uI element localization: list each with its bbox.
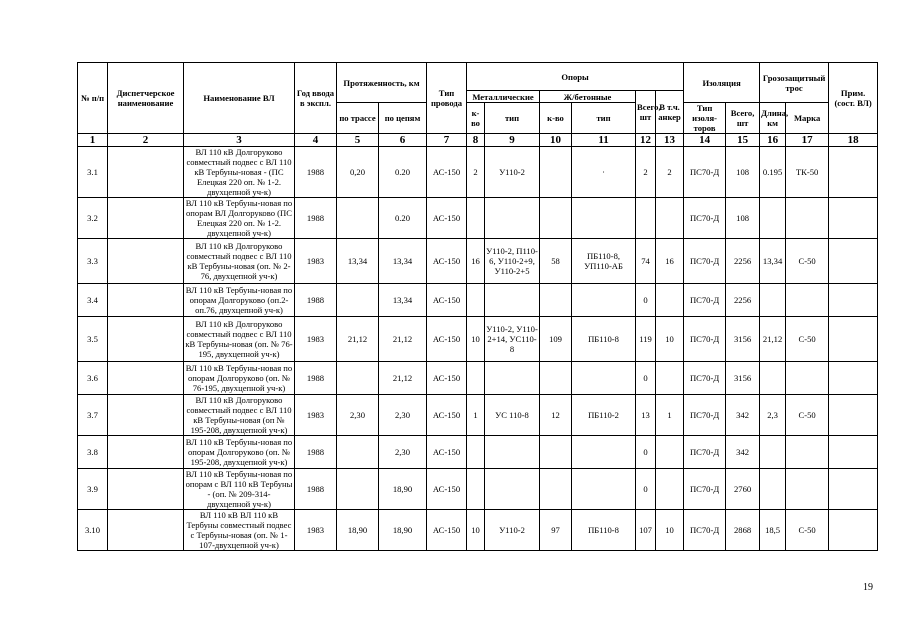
table-row [78, 436, 878, 469]
cell-note [829, 436, 878, 469]
cell-metal-support-qty: 10 [467, 510, 485, 551]
cell-metal-support-type [485, 284, 540, 317]
cell-row-number: 3.5 [78, 317, 108, 362]
cell-length-circuit: 0.20 [379, 147, 427, 198]
cell-cable-length: 21,12 [760, 317, 786, 362]
cell-wire-type: АС-150 [427, 147, 467, 198]
cell-note [829, 239, 878, 284]
cell-note [829, 362, 878, 395]
cell-metal-support-qty [467, 469, 485, 510]
cell-metal-support-type: У110-2, У110-2+14, УС110-8 [485, 317, 540, 362]
cell-insulator-total: 2256 [726, 284, 760, 317]
cell-length-circuit: 2,30 [379, 395, 427, 436]
cell-note [829, 198, 878, 239]
cell-commission-year: 1988 [295, 469, 337, 510]
table-row [78, 317, 878, 362]
cell-length-route [337, 436, 379, 469]
header-length-circuit: по цепям [379, 103, 427, 134]
cell-anchor-supports [656, 284, 684, 317]
cell-cable-brand [786, 284, 829, 317]
cell-dispatch-name [108, 198, 184, 239]
cell-supports-total: 2 [636, 147, 656, 198]
cell-cable-brand [786, 469, 829, 510]
cell-commission-year: 1983 [295, 395, 337, 436]
cell-dispatch-name [108, 395, 184, 436]
cell-metal-support-qty: 16 [467, 239, 485, 284]
cell-metal-support-qty: 1 [467, 395, 485, 436]
cell-metal-support-qty: 10 [467, 317, 485, 362]
cell-metal-support-type: У110-2 [485, 510, 540, 551]
cell-cable-brand: С-50 [786, 510, 829, 551]
cell-concrete-support-qty [540, 469, 572, 510]
column-number: 9 [485, 134, 540, 147]
cell-insulator-type: ПС70-Д [684, 147, 726, 198]
cell-wire-type: АС-150 [427, 395, 467, 436]
header-line-name: Наименование ВЛ [184, 63, 295, 134]
header-concrete-type: тип [572, 103, 636, 134]
cell-cable-length [760, 362, 786, 395]
cell-anchor-supports: 2 [656, 147, 684, 198]
cell-metal-support-type: У110-2, П110-6, У110-2+9, У110-2+5 [485, 239, 540, 284]
cell-supports-total: 0 [636, 284, 656, 317]
cell-commission-year: 1988 [295, 198, 337, 239]
column-number: 8 [467, 134, 485, 147]
cell-supports-total: 13 [636, 395, 656, 436]
header-metal-group: Металлические [467, 91, 540, 103]
cell-wire-type: АС-150 [427, 362, 467, 395]
cell-concrete-support-qty [540, 198, 572, 239]
cell-line-name: ВЛ 110 кВ Тербуны-новая по опорам с ВЛ 110 кВ Тербуны - (оп. № 209-314- двухцепной уч-к) [184, 469, 295, 510]
table-row [78, 510, 878, 551]
cell-insulator-total: 2868 [726, 510, 760, 551]
header-year: Год ввода в экспл. [295, 63, 337, 134]
cell-length-route [337, 362, 379, 395]
cell-insulator-type: ПС70-Д [684, 362, 726, 395]
column-number: 14 [684, 134, 726, 147]
cell-concrete-support-type [572, 198, 636, 239]
cell-length-route: 18,90 [337, 510, 379, 551]
column-number: 6 [379, 134, 427, 147]
header-note: Прим. (сост. ВЛ) [829, 63, 878, 134]
cell-dispatch-name [108, 469, 184, 510]
cell-length-circuit: 2,30 [379, 436, 427, 469]
table-row [78, 284, 878, 317]
cell-length-circuit: 13,34 [379, 284, 427, 317]
cell-insulator-type: ПС70-Д [684, 469, 726, 510]
column-number: 11 [572, 134, 636, 147]
column-number: 5 [337, 134, 379, 147]
column-number: 3 [184, 134, 295, 147]
cell-length-circuit: 21,12 [379, 317, 427, 362]
cell-insulator-type: ПС70-Д [684, 317, 726, 362]
cell-wire-type: АС-150 [427, 436, 467, 469]
cell-metal-support-qty [467, 198, 485, 239]
column-number: 16 [760, 134, 786, 147]
cell-metal-support-type: У110-2 [485, 147, 540, 198]
cell-wire-type: АС-150 [427, 510, 467, 551]
table-row [78, 198, 878, 239]
cell-metal-support-qty [467, 362, 485, 395]
column-number: 12 [636, 134, 656, 147]
header-wire-type: Тип провода [427, 63, 467, 134]
cell-metal-support-type [485, 469, 540, 510]
header-cable-length: Длина, км [760, 103, 786, 134]
cell-dispatch-name [108, 147, 184, 198]
cell-anchor-supports: 1 [656, 395, 684, 436]
cell-concrete-support-qty: 12 [540, 395, 572, 436]
cell-row-number: 3.7 [78, 395, 108, 436]
header-dispatch-name: Диспетчерское наименование [108, 63, 184, 134]
column-number: 13 [656, 134, 684, 147]
cell-insulator-total: 342 [726, 395, 760, 436]
table-row [78, 395, 878, 436]
table-row [78, 147, 878, 198]
cell-wire-type: АС-150 [427, 284, 467, 317]
cell-concrete-support-qty [540, 147, 572, 198]
cell-line-name: ВЛ 110 кВ Долгоруково совместный подвес с ВЛ 110 кВ Тербуны-новая - (ПС Елецкая 220 оп. № 1-2. двухцепной уч-к) [184, 147, 295, 198]
cell-length-route [337, 198, 379, 239]
cell-line-name: ВЛ 110 кВ Тербуны-новая по опорам Долгоруково (оп. № 76-195, двухцепной уч-к) [184, 362, 295, 395]
cell-dispatch-name [108, 436, 184, 469]
cell-commission-year: 1988 [295, 147, 337, 198]
cell-concrete-support-type: · [572, 147, 636, 198]
header-concrete-group: Ж/бетонные [540, 91, 636, 103]
cell-row-number: 3.1 [78, 147, 108, 198]
cell-line-name: ВЛ 110 кВ Долгоруково совместный подвес с ВЛ 110 кВ Тербуны-новая (оп № 195-208, двухцепной уч-к) [184, 395, 295, 436]
cell-metal-support-qty [467, 436, 485, 469]
cell-concrete-support-type: ПБ110-8 [572, 510, 636, 551]
column-number: 10 [540, 134, 572, 147]
cell-note [829, 284, 878, 317]
cell-length-circuit: 18,90 [379, 469, 427, 510]
cell-cable-length [760, 284, 786, 317]
table-header [78, 63, 878, 147]
cell-insulator-total: 3156 [726, 362, 760, 395]
column-number: 18 [829, 134, 878, 147]
header-length-group: Протяженность, км [337, 63, 427, 103]
cell-cable-brand: ТК-50 [786, 147, 829, 198]
cell-insulator-type: ПС70-Д [684, 198, 726, 239]
cell-dispatch-name [108, 510, 184, 551]
cell-insulator-type: ПС70-Д [684, 510, 726, 551]
cell-supports-total: 0 [636, 469, 656, 510]
cell-cable-length [760, 436, 786, 469]
cell-insulator-total: 3156 [726, 317, 760, 362]
cell-row-number: 3.4 [78, 284, 108, 317]
cell-length-route: 2,30 [337, 395, 379, 436]
cell-supports-total: 107 [636, 510, 656, 551]
cell-cable-length [760, 469, 786, 510]
cell-concrete-support-qty: 109 [540, 317, 572, 362]
cell-length-route: 0,20 [337, 147, 379, 198]
cell-row-number: 3.8 [78, 436, 108, 469]
cell-concrete-support-qty [540, 436, 572, 469]
cell-concrete-support-type [572, 362, 636, 395]
table-body [78, 147, 878, 551]
cell-anchor-supports [656, 362, 684, 395]
cell-dispatch-name [108, 317, 184, 362]
cell-note [829, 317, 878, 362]
cell-concrete-support-type [572, 469, 636, 510]
cell-cable-brand [786, 436, 829, 469]
cell-line-name: ВЛ 110 кВ Тербуны-новая по опорам Долгоруково (оп.2- оп.76, двухцепной уч-к) [184, 284, 295, 317]
cell-anchor-supports [656, 198, 684, 239]
header-cable-brand: Марка [786, 103, 829, 134]
cell-insulator-type: ПС70-Д [684, 284, 726, 317]
header-total: Всего, шт [636, 91, 656, 134]
cell-supports-total: 0 [636, 362, 656, 395]
column-number: 15 [726, 134, 760, 147]
cell-insulator-total: 108 [726, 147, 760, 198]
cell-row-number: 3.10 [78, 510, 108, 551]
column-number-row [78, 134, 878, 147]
cell-metal-support-qty: 2 [467, 147, 485, 198]
cell-commission-year: 1988 [295, 362, 337, 395]
table-row [78, 362, 878, 395]
cell-concrete-support-type: ПБ110-8, УП110-АБ [572, 239, 636, 284]
cell-cable-brand [786, 362, 829, 395]
table-row [78, 239, 878, 284]
table-row [78, 469, 878, 510]
cell-anchor-supports [656, 436, 684, 469]
cell-row-number: 3.3 [78, 239, 108, 284]
header-metal-type: тип [485, 103, 540, 134]
cell-metal-support-type: УС 110-8 [485, 395, 540, 436]
cell-note [829, 469, 878, 510]
cell-supports-total: 0 [636, 436, 656, 469]
cell-wire-type: АС-150 [427, 317, 467, 362]
cell-anchor-supports: 10 [656, 510, 684, 551]
cell-line-name: ВЛ 110 кВ ВЛ 110 кВ Тербуны совместный подвес с Тербуны-новая (оп. № 1-107-двухцепной уч-к) [184, 510, 295, 551]
cell-dispatch-name [108, 239, 184, 284]
cell-note [829, 510, 878, 551]
cell-insulator-total: 108 [726, 198, 760, 239]
cell-commission-year: 1983 [295, 239, 337, 284]
cell-concrete-support-type: ПБ110-2 [572, 395, 636, 436]
cell-wire-type: АС-150 [427, 469, 467, 510]
cell-cable-length: 2,3 [760, 395, 786, 436]
cell-row-number: 3.2 [78, 198, 108, 239]
cell-commission-year: 1988 [295, 284, 337, 317]
cell-anchor-supports: 16 [656, 239, 684, 284]
column-number: 4 [295, 134, 337, 147]
header-supports-group: Опоры [467, 63, 684, 91]
cell-length-route [337, 284, 379, 317]
cell-length-circuit: 18,90 [379, 510, 427, 551]
cell-insulator-type: ПС70-Д [684, 395, 726, 436]
cell-supports-total: 119 [636, 317, 656, 362]
cell-insulator-total: 342 [726, 436, 760, 469]
cell-line-name: ВЛ 110 кВ Тербуны-новая по опорам Долгоруково (оп. № 195-208, двухцепной уч-к) [184, 436, 295, 469]
cell-insulator-total: 2256 [726, 239, 760, 284]
cell-metal-support-type [485, 198, 540, 239]
cell-cable-brand: С-50 [786, 395, 829, 436]
cell-dispatch-name [108, 362, 184, 395]
cell-length-circuit: 21,12 [379, 362, 427, 395]
cell-length-route: 21,12 [337, 317, 379, 362]
cell-insulator-total: 2760 [726, 469, 760, 510]
header-incl-anchor: В т.ч. анкер [656, 91, 684, 134]
cell-cable-length: 18,5 [760, 510, 786, 551]
header-insulator-type: Тип изоля-торов [684, 103, 726, 134]
cell-insulator-type: ПС70-Д [684, 436, 726, 469]
cell-line-name: ВЛ 110 кВ Тербуны-новая по опорам ВЛ Долгоруково (ПС Елецкая 220 оп. № 1-2. двухцепной уч-к) [184, 198, 295, 239]
cell-anchor-supports [656, 469, 684, 510]
cell-length-circuit: 0.20 [379, 198, 427, 239]
cell-line-name: ВЛ 110 кВ Долгоруково совместный подвес с ВЛ 110 кВ Тербуны-новая (оп. № 76-195, двухцепной уч-к) [184, 317, 295, 362]
cell-line-name: ВЛ 110 кВ Долгоруково совместный подвес с ВЛ 110 кВ Тербуны-новая (оп. № 2-76, двухцепной уч-к) [184, 239, 295, 284]
line-data-table [77, 62, 878, 551]
cell-cable-brand [786, 198, 829, 239]
cell-cable-length: 13,34 [760, 239, 786, 284]
cell-concrete-support-qty: 58 [540, 239, 572, 284]
cell-wire-type: АС-150 [427, 239, 467, 284]
cell-wire-type: АС-150 [427, 198, 467, 239]
cell-insulator-type: ПС70-Д [684, 239, 726, 284]
cell-cable-brand: С-50 [786, 239, 829, 284]
cell-cable-length: 0.195 [760, 147, 786, 198]
column-number: 7 [427, 134, 467, 147]
header-metal-qty: к-во [467, 103, 485, 134]
column-number: 2 [108, 134, 184, 147]
cell-concrete-support-qty: 97 [540, 510, 572, 551]
cell-row-number: 3.6 [78, 362, 108, 395]
cell-concrete-support-type: ПБ110-8 [572, 317, 636, 362]
cell-metal-support-type [485, 362, 540, 395]
cell-concrete-support-qty [540, 284, 572, 317]
cell-concrete-support-qty [540, 362, 572, 395]
cell-length-route: 13,34 [337, 239, 379, 284]
header-length-route: по трассе [337, 103, 379, 134]
column-number: 17 [786, 134, 829, 147]
cell-commission-year: 1983 [295, 510, 337, 551]
cell-supports-total: 74 [636, 239, 656, 284]
cell-row-number: 3.9 [78, 469, 108, 510]
header-num: № п/п [78, 63, 108, 134]
header-cable-group: Грозозащитный трос [760, 63, 829, 103]
header-concrete-qty: к-во [540, 103, 572, 134]
cell-metal-support-qty [467, 284, 485, 317]
cell-supports-total [636, 198, 656, 239]
cell-anchor-supports: 10 [656, 317, 684, 362]
header-insulation-group: Изоляция [684, 63, 760, 103]
column-number: 1 [78, 134, 108, 147]
cell-note [829, 395, 878, 436]
page-number: 19 [863, 582, 873, 593]
cell-concrete-support-type [572, 284, 636, 317]
cell-dispatch-name [108, 284, 184, 317]
cell-cable-length [760, 198, 786, 239]
cell-commission-year: 1988 [295, 436, 337, 469]
cell-length-circuit: 13,34 [379, 239, 427, 284]
cell-note [829, 147, 878, 198]
cell-concrete-support-type [572, 436, 636, 469]
cell-metal-support-type [485, 436, 540, 469]
cell-cable-brand: С-50 [786, 317, 829, 362]
header-insulator-total: Всего, шт [726, 103, 760, 134]
cell-commission-year: 1983 [295, 317, 337, 362]
cell-length-route [337, 469, 379, 510]
